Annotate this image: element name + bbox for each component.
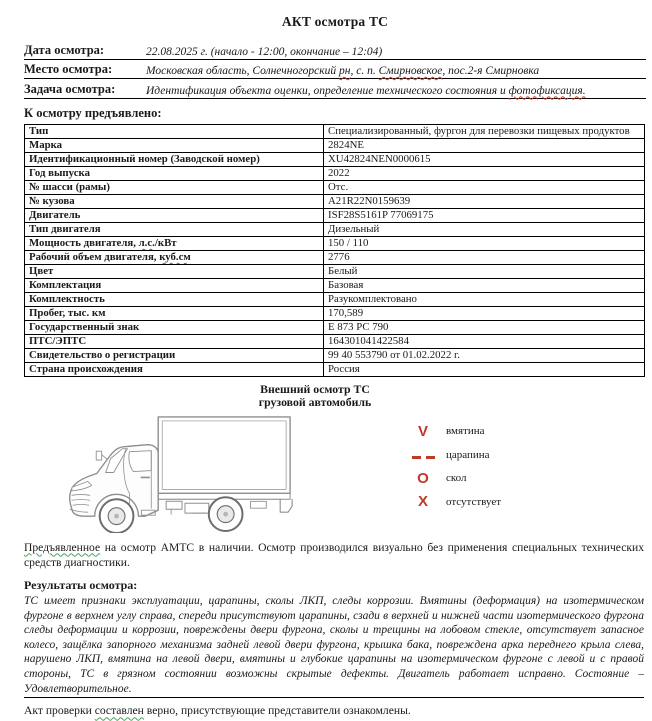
table-row bbox=[25, 264, 645, 278]
spec-value: 2824NE bbox=[324, 138, 645, 152]
spec-label bbox=[25, 138, 324, 152]
results-heading: Результаты осмотра: bbox=[24, 578, 138, 593]
spec-label bbox=[25, 208, 324, 222]
chip-symbol-o-icon: O bbox=[417, 469, 429, 487]
table-row bbox=[25, 138, 645, 152]
spellcheck-flagged-word: л.с. bbox=[138, 237, 155, 249]
text-segment: Мощность двигателя, bbox=[29, 237, 139, 249]
table-row bbox=[25, 292, 645, 306]
legend-label-missing: отсутствует bbox=[446, 495, 502, 508]
spec-label bbox=[25, 222, 324, 236]
place-value bbox=[140, 65, 539, 77]
table-row bbox=[25, 362, 645, 376]
table-row bbox=[25, 180, 645, 194]
spec-label bbox=[25, 236, 324, 250]
spec-value: ISF28S5161P 77069175 bbox=[324, 208, 645, 222]
document-title: АКТ осмотра ТС bbox=[281, 14, 389, 29]
spellcheck-flagged-word: фотофиксация. bbox=[508, 84, 586, 97]
table-row bbox=[25, 278, 645, 292]
table-row bbox=[25, 166, 645, 180]
spellcheck-flagged-word: составлен bbox=[94, 704, 144, 718]
box-truck-side-view-drawing bbox=[64, 414, 302, 538]
legend-row-dent bbox=[410, 420, 501, 444]
table-row bbox=[25, 236, 645, 250]
spec-label bbox=[25, 348, 324, 362]
spec-label bbox=[25, 166, 324, 180]
text-segment: верно, присутствующие представители ознакомлены. bbox=[143, 704, 411, 718]
text-segment: 22.08.2025 г. (начало - 12:00, окончание – 12:04) bbox=[146, 45, 383, 58]
spec-value: Отс. bbox=[324, 180, 645, 194]
table-row bbox=[25, 222, 645, 236]
spellcheck-flagged-word: куб.см bbox=[159, 251, 191, 263]
verification-statement bbox=[24, 704, 646, 717]
legend-row-chip bbox=[410, 467, 501, 491]
spellcheck-flagged-word: рн bbox=[339, 65, 351, 77]
text-segment: Комплектность bbox=[29, 293, 105, 305]
inspection-title bbox=[24, 383, 606, 410]
text-segment: Страна происхождения bbox=[29, 363, 143, 375]
spec-value: Е 873 РС 790 bbox=[324, 320, 645, 334]
place-label: Место осмотра: bbox=[24, 62, 113, 76]
table-row bbox=[25, 194, 645, 208]
text-segment: Тип двигателя bbox=[29, 223, 101, 235]
legend-row-missing bbox=[410, 490, 501, 514]
text-segment: Идентификационный номер (Заводской номер) bbox=[29, 153, 260, 165]
text-segment: Свидетельство о регистрации bbox=[29, 349, 176, 361]
text-segment: Год выпуска bbox=[29, 167, 90, 179]
spec-value: Дизельный bbox=[324, 222, 645, 236]
spellcheck-flagged-word: Смирновское bbox=[378, 65, 443, 77]
table-row bbox=[25, 152, 645, 166]
date-value bbox=[140, 46, 382, 58]
spellcheck-flagged-word: Предъявленное bbox=[24, 540, 101, 554]
spec-value: Россия bbox=[324, 362, 645, 376]
text-segment: на осмотр АМТС в наличии. Осмотр производился визуально без применения специальных технических средств диагностики. bbox=[24, 540, 644, 569]
spec-value: Разукомплектовано bbox=[324, 292, 645, 306]
task-label: Задача осмотра: bbox=[24, 81, 116, 96]
spec-label bbox=[25, 362, 324, 376]
text-segment: Пробег, тыс. км bbox=[29, 307, 106, 319]
availability-paragraph bbox=[24, 540, 644, 571]
text-segment: Рабочий объем двигателя, bbox=[29, 251, 160, 263]
legend-label-chip: скол bbox=[446, 472, 467, 485]
table-row bbox=[25, 334, 645, 348]
missing-symbol-x-icon: X bbox=[417, 493, 428, 511]
text-segment: /кВт bbox=[154, 237, 177, 249]
inspection-title-line2: грузовой автомобиль bbox=[258, 395, 372, 409]
text-segment: , с. п. bbox=[350, 65, 379, 77]
table-row bbox=[25, 306, 645, 320]
text-segment: , пос.2-я Смирновка bbox=[442, 65, 540, 77]
table-row bbox=[25, 250, 645, 264]
spec-label bbox=[25, 306, 324, 320]
spec-value: 2776 bbox=[324, 250, 645, 264]
header-row-task bbox=[24, 79, 646, 99]
text-segment: Двигатель bbox=[29, 209, 81, 221]
exterior-inspection-diagram bbox=[24, 414, 646, 536]
legend-label-dent: вмятина bbox=[446, 425, 485, 438]
text-segment: Акт проверки bbox=[24, 704, 95, 718]
spec-value: XU42824NEN0000615 bbox=[324, 152, 645, 166]
spec-value: Специализированный, фургон для перевозки пищевых продуктов bbox=[324, 124, 645, 138]
spec-value: 2022 bbox=[324, 166, 645, 180]
table-row bbox=[25, 348, 645, 362]
results-paragraph: ТС имеет признаки эксплуатации, царапины, сколы ЛКП, следы коррозии. Вмятины (деформация) на изотермическом фургоне в верхнем углу справа, спереди присутствуют царапины, сзади в верхней и нижней части изотермического фургона следы деформации и коррозии, повреждены двери фургона, сколы и трещины на лобовом стекле, отсутствует запасное колесо, защёлка запорного механизма задней левой двери фургона, крышка бака, повреждена арка переднего крыла слева, нарушено ЛКП, вмятина на левой двери, вмятины и глубокие царапины на изотермическом фургоне с левой и с правой стороны, ТС в грязном состоянии возможны скрытые дефекты. Двигатель работает исправно. Состояние – Удовлетворительное. bbox=[24, 594, 644, 698]
table-row bbox=[25, 320, 645, 334]
table-row bbox=[25, 124, 645, 138]
text-segment: № шасси (рамы) bbox=[29, 181, 110, 193]
dent-symbol-v-icon: V bbox=[417, 422, 428, 440]
text-segment: Комплектация bbox=[29, 279, 102, 291]
text-segment: Московская область, Солнечногорский bbox=[146, 65, 340, 77]
spec-value: 150 / 110 bbox=[324, 236, 645, 250]
header-row-date bbox=[24, 40, 646, 60]
spec-value: A21R22N0159639 bbox=[324, 194, 645, 208]
text-segment: Цвет bbox=[29, 265, 54, 277]
vehicle-spec-table bbox=[24, 124, 645, 377]
inspection-title-line1: Внешний осмотр ТС bbox=[260, 381, 370, 396]
task-value bbox=[140, 85, 586, 97]
date-label: Дата осмотра: bbox=[24, 42, 105, 57]
spec-label bbox=[25, 264, 324, 278]
text-segment: Тип bbox=[29, 125, 49, 137]
legend-label-scratch: царапина bbox=[446, 448, 490, 461]
scratch-dashes-icon bbox=[410, 447, 436, 462]
text-segment: ПТС/ЭПТС bbox=[29, 335, 87, 347]
spec-label bbox=[25, 194, 324, 208]
spec-label bbox=[25, 180, 324, 194]
spec-value: 99 40 553790 от 01.02.2022 г. bbox=[324, 348, 645, 362]
spec-value: 164301041422584 bbox=[324, 334, 645, 348]
spec-value: Базовая bbox=[324, 278, 645, 292]
spec-label bbox=[25, 124, 324, 138]
spec-value: Белый bbox=[324, 264, 645, 278]
spec-label bbox=[25, 250, 324, 264]
legend-row-scratch bbox=[410, 443, 501, 467]
spec-label bbox=[25, 292, 324, 306]
damage-legend bbox=[410, 420, 501, 514]
spec-label bbox=[25, 334, 324, 348]
spec-label bbox=[25, 320, 324, 334]
text-segment: Государственный знак bbox=[29, 321, 140, 333]
text-segment: Марка bbox=[29, 139, 63, 151]
spec-label bbox=[25, 152, 324, 166]
spec-value: 170,589 bbox=[324, 306, 645, 320]
presented-heading: К осмотру предъявлено: bbox=[24, 105, 162, 120]
text-segment: № кузова bbox=[29, 195, 75, 207]
table-row bbox=[25, 208, 645, 222]
header-row-place bbox=[24, 60, 646, 80]
spec-label bbox=[25, 278, 324, 292]
text-segment: Идентификация объекта оценки, определение технического состояния и bbox=[146, 84, 509, 97]
